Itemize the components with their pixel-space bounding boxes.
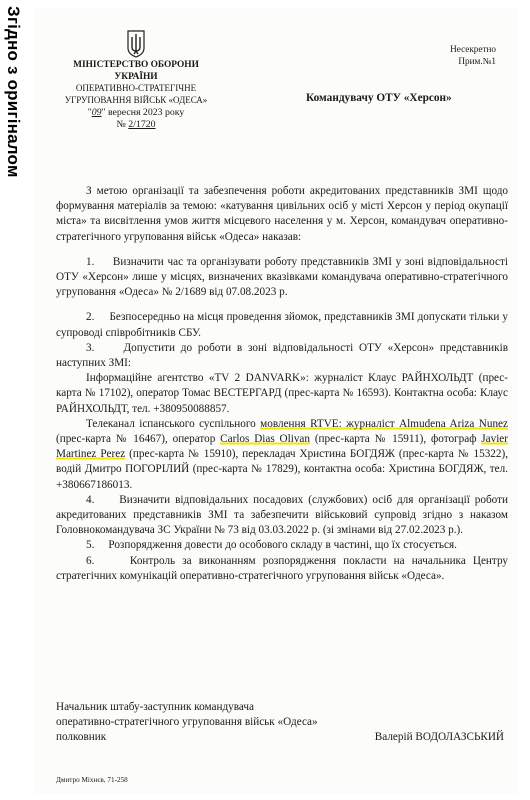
date-day: 09 — [91, 107, 102, 118]
addressee: Командувачу ОТУ «Херсон» — [306, 92, 452, 104]
order-item-3-agency-a: Інформаційне агентство «TV 2 DANVARK»: журналіст Клаус РАЙНХОЛЬДТ (прес-карта № 17102), оператор Томас ВЕСТЕРГАРД (прес-карта № 16593). Контактна особа: Клаус РАЙНХОЛЬДТ, тел. +380950088857. — [56, 372, 508, 415]
document-number: № 2/1720 — [116, 118, 156, 130]
order-item-3-agency-b: Телеканал іспанського суспільного мовлення RTVE: журналіст Almudena Ariza Nunez (прес-карта № 16467), оператор Carlos Dias Olivan (прес-карта № 15911), фотограф Javier Martinez Perez (прес-карта № 15910), перекладач Христина БОГДЯЖ (прес-карта № 15322), водій Дмитро ПОГОРІЛИЙ (прес-карта № 17829), контактна особа: Христина БОГДЯЖ, тел. +380667186013. — [56, 417, 508, 491]
highlight-operator: Carlos Dias Olivan — [220, 433, 310, 446]
order-item-2: 2. Безпосередньо на місця проведення зйомок, представників ЗМІ допускати тільки у супроводі співробітників СБУ. — [56, 311, 508, 339]
highlight-photographer: Javier Martinez Perez — [56, 433, 508, 461]
signatory-rank: полковник — [56, 731, 107, 744]
executor-footer: Дмитро Міхнєв, 71-258 — [56, 776, 128, 784]
ministry-name-line1: МІНІСТЕРСТВО ОБОРОНИ — [73, 60, 199, 70]
classification-label: Несекретно — [450, 44, 496, 54]
order-item-4: 4. Визначити відповідальних посадових (службових) осіб для організації роботи акредитованих представників ЗМІ та забезпечити військовий супровід згідно з наказом Головнокомандувача ЗС України № 73 від 03.03.2022 р. (зі змінами від 27.02.2023 р.). — [56, 493, 508, 537]
order-body — [56, 184, 508, 584]
highlight-rtve-journalist: мовлення RTVE: журналіст Almudena Ariza Nunez — [260, 417, 508, 430]
command-name-line2: УГРУПОВАННЯ ВІЙСЬК «ОДЕСА» — [64, 94, 208, 105]
copy-number: Прим.№1 — [458, 55, 496, 66]
command-name-line1: ОПЕРАТИВНО-СТРАТЕГІЧНЕ — [75, 83, 197, 93]
document-page — [34, 8, 518, 794]
order-item-1: 1. Визначити час та організувати роботу представників ЗМІ у зоні відповідальності ОТУ «Херсон» лише у місцях, визначених вказівками командувача оперативно-стратегічного угруповання «Одеса» № 2/1689 від 07.08.2023 р. — [56, 255, 508, 299]
trident-emblem-icon — [126, 30, 146, 58]
letterhead — [56, 30, 216, 130]
order-item-6: 6. Контроль за виконанням розпорядження покласти на начальника Центру стратегічних комунікацій оперативно-стратегічного угруповання військ «Одеса». — [56, 554, 508, 582]
certified-copy-stamp: Згідно з оригіналом — [4, 6, 23, 178]
classification-block — [450, 44, 496, 67]
signatory-name: Валерій ВОДОЛАЗСЬКИЙ — [374, 731, 504, 743]
signatory-title-line1: Начальник штабу-заступник командувача — [56, 701, 254, 713]
intro-paragraph: З метою організації та забезпечення роботи акредитованих представників ЗМІ щодо формування матеріалів за темою: «катування цивільних осіб у місті Херсон у період окупації міста» та висвітлення умов життя місцевого населення у м. Херсон, командувач оперативно-стратегічного угруповання військ «Одеса» наказав: — [56, 185, 508, 243]
order-item-5: 5. Розпорядження довести до особового складу в частині, що їх стосується. — [86, 539, 457, 552]
order-item-3: 3. Допустити до роботи в зоні відповідальності ОТУ «Херсон» представників наступних ЗМІ: — [56, 341, 508, 370]
signature-block — [56, 700, 508, 746]
ministry-name-line2: УКРАЇНИ — [114, 71, 158, 82]
document-date: "09" вересня 2023 року — [87, 107, 185, 118]
signatory-title-line2: оперативно-стратегічного угруповання військ «Одеса» — [56, 716, 318, 729]
